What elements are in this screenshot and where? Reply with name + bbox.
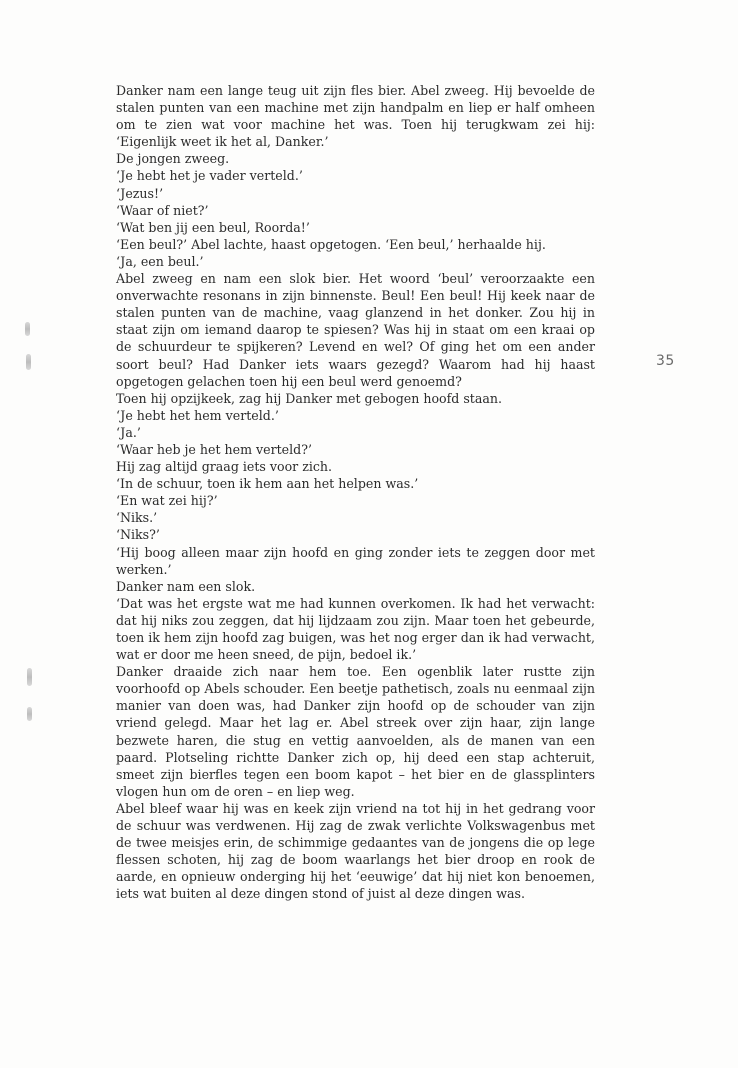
paragraph: ‘Hij boog alleen maar zijn hoofd en ging zonder iets te zeggen door met werken.’ bbox=[116, 544, 595, 577]
binding-hole-mark bbox=[25, 322, 30, 336]
paragraph: De jongen zweeg. bbox=[116, 151, 230, 167]
paragraph: ‘Dat was het ergste wat me had kunnen overkomen. Ik had het verwacht: dat hij niks zou zeggen, dat hij lijdzaam zou zijn. Maar toen het gebeurde, toen ik hem zijn hoofd zag buigen, was het nog erger dan ik had verwacht, wat er door me heen sneed, de pijn, bedoel ik.’ bbox=[116, 595, 595, 663]
paragraph: ‘Je hebt het hem verteld.’ bbox=[116, 407, 279, 423]
paragraph: Toen hij opzijkeek, zag hij Danker met gebogen hoofd staan. bbox=[116, 390, 502, 406]
paragraph: Danker nam een slok. bbox=[116, 578, 256, 594]
body-text bbox=[116, 82, 595, 903]
paragraph: ‘In de schuur, toen ik hem aan het helpen was.’ bbox=[116, 476, 419, 492]
paragraph: ‘Wat ben jij een beul, Roorda!’ bbox=[116, 219, 310, 235]
paragraph: Abel bleef waar hij was en keek zijn vriend na tot hij in het gedrang voor de schuur was verdwenen. Hij zag de zwak verlichte Volkswagenbus met de twee meisjes erin, de schimmige gedaantes van de jongens die op lege flessen schoten, hij zag de boom waarlangs het bier droop en rook de aarde, en opnieuw onderging hij het ‘eeuwige’ dat hij niet kon benoemen, iets wat buiten al deze dingen stond of juist al deze dingen was. bbox=[116, 800, 595, 902]
paragraph: ‘Je hebt het je vader verteld.’ bbox=[116, 168, 303, 184]
binding-hole-mark bbox=[27, 707, 32, 721]
binding-hole-mark bbox=[26, 354, 31, 370]
paragraph: ‘Waar of niet?’ bbox=[116, 202, 209, 218]
paragraph: ‘Een beul?’ Abel lachte, haast opgetogen. ‘Een beul,’ herhaalde hij. bbox=[116, 236, 546, 252]
paragraph: ‘En wat zei hij?’ bbox=[116, 493, 218, 509]
paragraph: Abel zweeg en nam een slok bier. Het woord ‘beul’ veroorzaakte een onverwachte resonans in zijn binnenste. Beul! Een beul! Hij keek naar de stalen punten van de machine, vaag glanzend in het donker. Zou hij in staat zijn om iemand daarop te spiesen? Was hij in staat om een kraai op de schuurdeur te spijkeren? Levend en wel? Of ging het om een ander soort beul? Had Danker iets waars gezegd? Waarom had hij haast opgetogen gelachen toen hij een beul werd genoemd? bbox=[116, 271, 595, 389]
paragraph: Hij zag altijd graag iets voor zich. bbox=[116, 459, 333, 475]
paragraph: ‘Niks.’ bbox=[116, 510, 158, 526]
paragraph: ‘Ja.’ bbox=[116, 424, 141, 440]
paragraph: ‘Ja, een beul.’ bbox=[116, 253, 204, 269]
paragraph: Danker nam een lange teug uit zijn fles bier. Abel zweeg. Hij bevoelde de stalen punten van een machine met zijn handpalm en liep er half omheen om te zien wat voor machine het was. Toen hij terugkwam zei hij: ‘Eigenlijk weet ik het al, Danker.’ bbox=[116, 83, 595, 150]
paragraph: Danker draaide zich naar hem toe. Een ogenblik later rustte zijn voorhoofd op Abels schouder. Een beetje pathetisch, zoals nu eenmaal zijn manier van doen was, had Danker zijn hoofd op de schouder van zijn vriend gelegd. Maar het lag er. Abel streek over zijn haar, zijn lange bezwete haren, die stug en vettig aanvoelden, als de manen van een paard. Plotseling richtte Danker zich op, hij deed een stap achteruit, smeet zijn bierfles tegen een boom kapot – het bier en de glassplinters vlogen hun om de oren – en liep weg. bbox=[116, 664, 595, 799]
paragraph: ‘Niks?’ bbox=[116, 527, 160, 543]
binding-hole-mark bbox=[27, 668, 32, 686]
page-number: 35 bbox=[656, 353, 675, 369]
paragraph: ‘Jezus!’ bbox=[116, 185, 164, 201]
paragraph: ‘Waar heb je het hem verteld?’ bbox=[116, 441, 312, 457]
